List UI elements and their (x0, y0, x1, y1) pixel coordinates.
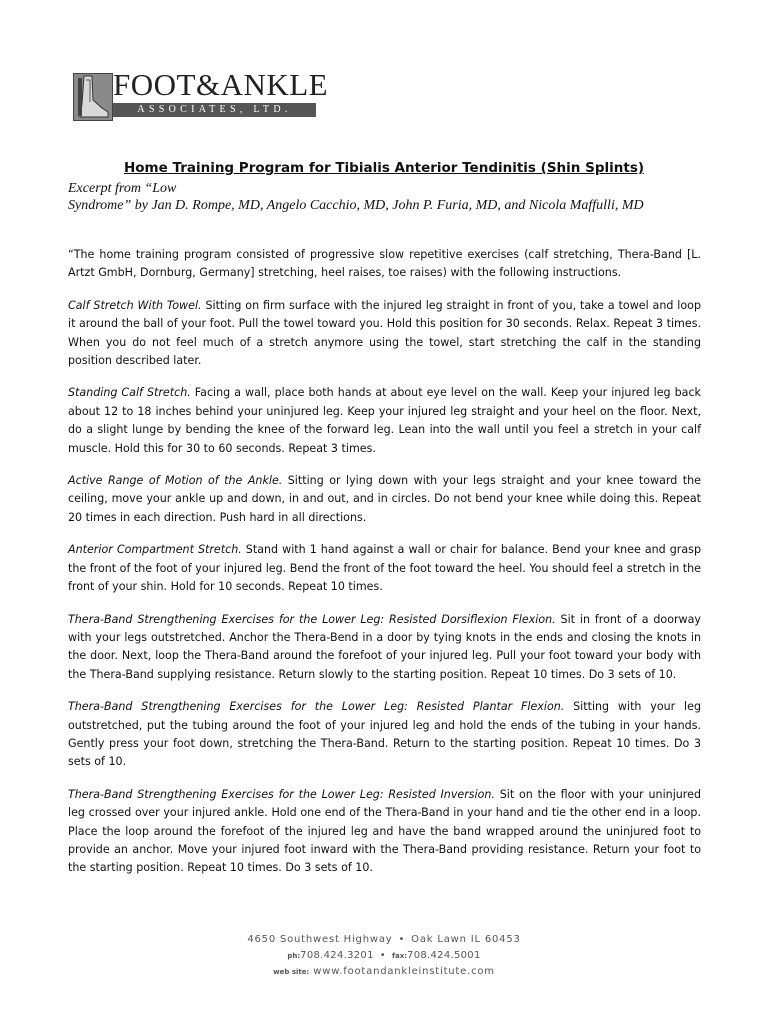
footer-contact-line (0, 948, 768, 964)
city-state-zip: Oak Lawn IL 60453 (411, 934, 521, 945)
exercise-heading: Active Range of Motion of the Ankle. (68, 474, 283, 488)
exercise-paragraph (68, 297, 701, 371)
footer-website-line (0, 964, 768, 980)
exercise-paragraph (68, 541, 701, 596)
exercise-text: Sitting on firm surface with the injured leg straight in front of you, take a towel and loop it around the ball of your foot. Pull the towel toward you. Hold this position for 30 seconds. Relax. Repeat 3 times. When you do not feel much of a stretch anymore using the towel, start stretching the calf in the standing position described later. (68, 298, 701, 368)
exercise-paragraph (68, 786, 701, 878)
exercise-paragraph (68, 698, 701, 772)
fax-number: 708.424.5001 (407, 950, 481, 961)
excerpt-line-2: Syndrome” by Jan D. Rompe, MD, Angelo Cacchio, MD, John P. Furia, MD, and Nicola Maffulli, MD (68, 198, 644, 213)
exercise-heading: Standing Calf Stretch. (68, 386, 191, 400)
exercise-heading: Thera-Band Strengthening Exercises for the Lower Leg: Resisted Plantar Flexion. (68, 700, 565, 714)
logo-subtitle: ASSOCIATES, LTD. (113, 103, 316, 117)
exercise-heading: Anterior Compartment Stretch. (68, 543, 242, 557)
exercise-text: Sit in front of a doorway with your legs outstretched. Anchor the Thera-Bend in a door by tying knots in the ends and closing the knots in the door. Next, loop the Thera-Band around the forefoot of your injured leg. Pull your foot toward your body with the Thera-Band supplying resistance. Return slowly to the starting position. Repeat 10 times. Do 3 sets of 10. (68, 612, 701, 681)
excerpt-line-1: Excerpt from “Low (68, 181, 177, 196)
exercise-heading: Thera-Band Strengthening Exercises for the Lower Leg: Resisted Inversion. (68, 787, 495, 801)
exercise-text: Stand with 1 hand against a wall or chair for balance. Bend your knee and grasp the front of the foot of your injured leg. Bend the front of the foot toward the heel. You should feel a stretch in the front of your shin. Hold for 10 seconds. Repeat 10 times. (68, 543, 701, 594)
website-label: web site: (273, 968, 310, 976)
phone-number: 708.424.3201 (300, 950, 374, 961)
separator-dot: • (398, 934, 406, 945)
separator-dot: • (379, 950, 386, 961)
foot-ankle-logo-icon (73, 73, 113, 121)
website-url[interactable]: www.footandankleinstitute.com (313, 966, 495, 977)
exercise-text: Sitting with your leg outstretched, put the tubing around the foot of your injured leg and hold the ends of the tubing in your hands. Gently press your foot down, stretching the Thera-Band. Return to the starting position. Repeat 10 times. Do 3 sets of 10. (68, 700, 701, 769)
letterhead-footer (0, 931, 768, 980)
logo-name: FOOT&ANKLE (113, 67, 329, 102)
phone-label: ph: (287, 952, 301, 960)
footer-address-line (0, 931, 768, 948)
street-address: 4650 Southwest Highway (247, 934, 393, 945)
exercise-paragraph (68, 611, 701, 685)
fax-label: fax: (391, 952, 408, 960)
document-body (68, 246, 701, 892)
exercise-text: Facing a wall, place both hands at about eye level on the wall. Keep your injured leg back about 12 to 18 inches behind your uninjured leg. Keep your injured leg straight and your heel on the floor. Next, do a slight lunge by bending the knee of the forward leg. Lean into the wall until you feel a stretch in your calf muscle. Hold this for 30 to 60 seconds. Repeat 3 times. (68, 386, 701, 455)
exercise-heading: Calf Stretch With Towel. (68, 298, 202, 312)
exercise-paragraph (68, 384, 701, 458)
excerpt-citation (68, 180, 688, 214)
document-title: Home Training Program for Tibialis Anterior Tendinitis (Shin Splints) (123, 160, 645, 176)
exercise-heading: Thera-Band Strengthening Exercises for the Lower Leg: Resisted Dorsiflexion Flexion. (68, 612, 556, 626)
exercise-paragraph (68, 472, 701, 527)
exercise-text: Sit on the floor with your uninjured leg crossed over your injured ankle. Hold one end of the Thera-Band in your hand and tie the other end in a loop. Place the loop around the forefoot of the injured leg and have the band wrapped around the uninjured foot to provide an anchor. Move your injured foot inward with the Thera-Band providing resistance. Return your foot to the starting position. Repeat 10 times. Do 3 sets of 10. (68, 787, 701, 875)
exercise-text: Sitting or lying down with your legs straight and your knee toward the ceiling, move your ankle up and down, in and out, and in circles. Do not bend your knee while doing this. Repeat 20 times in each direction. Push hard in all directions. (68, 474, 701, 524)
company-logo (73, 67, 329, 121)
intro-paragraph: “The home training program consisted of progressive slow repetitive exercises (calf stretching, Thera-Band [L. Artzt GmbH, Dornburg, Germany] stretching, heel raises, toe raises) with the following instructions. (68, 248, 701, 280)
